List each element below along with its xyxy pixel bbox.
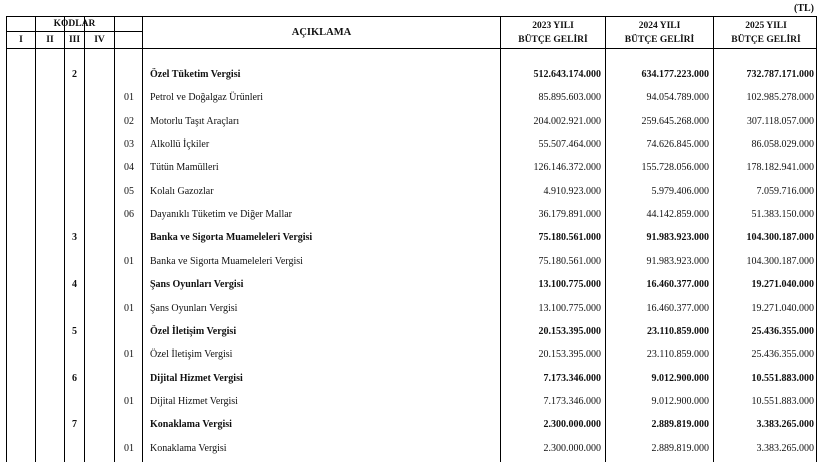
row-code-iv: 05: [124, 186, 134, 197]
row-code-iv: 01: [124, 396, 134, 407]
row-value-2025: 25.436.355.000: [751, 326, 814, 337]
row-code-iv: 06: [124, 209, 134, 220]
row-code-iv: 03: [124, 139, 134, 150]
row-value-2023: 204.002.921.000: [533, 116, 601, 127]
row-description: Dayanıklı Tüketim ve Diğer Mallar: [150, 209, 292, 220]
currency-unit-label: (TL): [794, 3, 814, 14]
row-value-2024: 2.889.819.000: [651, 443, 709, 454]
codes-header: KODLAR: [53, 19, 96, 29]
row-value-2023: 36.179.891.000: [538, 209, 601, 220]
row-description: Petrol ve Doğalgaz Ürünleri: [150, 92, 264, 103]
row-code-iv: 01: [124, 349, 134, 360]
row-value-2023: 7.173.346.000: [543, 396, 601, 407]
row-value-2024: 9.012.900.000: [651, 373, 709, 384]
row-value-2025: 104.300.187.000: [746, 256, 814, 267]
code-col-II: II: [46, 35, 54, 45]
row-description: Dijital Hizmet Vergisi: [150, 396, 238, 407]
row-value-2025: 3.383.265.000: [756, 419, 814, 430]
code-col-III: III: [68, 35, 81, 45]
row-value-2024: 44.142.859.000: [646, 209, 709, 220]
row-value-2024: 91.983.923.000: [646, 256, 709, 267]
row-value-2025: 102.985.278.000: [746, 92, 814, 103]
budget-revenue-table: [6, 16, 817, 462]
row-description: Alkollü İçkiler: [150, 139, 210, 150]
row-value-2025: 19.271.040.000: [751, 279, 814, 290]
row-code-iv: 04: [124, 162, 134, 173]
year-2024-label: BÜTÇE GELİRİ: [624, 35, 695, 45]
row-description: Özel İletişim Vergisi: [150, 326, 237, 337]
row-value-2025: 307.118.057.000: [746, 116, 814, 127]
col-divider: [35, 17, 36, 462]
row-code-iii: 4: [72, 279, 77, 290]
row-value-2023: 75.180.561.000: [538, 256, 601, 267]
row-description: Şans Oyunları Vergisi: [150, 303, 238, 314]
year-2025-label: BÜTÇE GELİRİ: [731, 35, 801, 45]
row-code-iii: 7: [72, 419, 77, 430]
row-value-2025: 51.383.150.000: [751, 209, 814, 220]
row-code-iii: 6: [72, 373, 77, 384]
description-header: AÇIKLAMA: [291, 27, 352, 38]
row-code-iii: 5: [72, 326, 77, 337]
row-value-2024: 9.012.900.000: [651, 396, 709, 407]
row-code-iv: 02: [124, 116, 134, 127]
row-value-2024: 155.728.056.000: [641, 162, 709, 173]
row-value-2025: 178.182.941.000: [746, 162, 814, 173]
row-value-2024: 5.979.406.000: [651, 186, 709, 197]
row-value-2025: 19.271.040.000: [751, 303, 814, 314]
codes-header-divider: [7, 31, 142, 32]
row-description: Dijital Hizmet Vergisi: [150, 373, 243, 384]
row-value-2023: 20.153.395.000: [538, 326, 601, 337]
row-value-2025: 10.551.883.000: [751, 396, 814, 407]
row-description: Konaklama Vergisi: [150, 443, 227, 454]
row-code-iv: 01: [124, 303, 134, 314]
row-value-2023: 4.910.923.000: [543, 186, 601, 197]
row-value-2023: 55.507.464.000: [538, 139, 601, 150]
row-value-2023: 85.895.603.000: [538, 92, 601, 103]
row-description: Tütün Mamülleri: [150, 162, 219, 173]
row-description: Banka ve Sigorta Muameleleri Vergisi: [150, 256, 303, 267]
row-value-2025: 25.436.355.000: [751, 349, 814, 360]
col-divider: [84, 17, 85, 462]
header-bottom-border: [7, 48, 816, 49]
year-2023-label: BÜTÇE GELİRİ: [518, 35, 588, 45]
row-value-2024: 23.110.859.000: [647, 326, 709, 337]
row-value-2024: 16.460.377.000: [646, 279, 709, 290]
row-value-2025: 7.059.716.000: [756, 186, 814, 197]
row-value-2024: 2.889.819.000: [651, 419, 709, 430]
row-code-iv: 01: [124, 443, 134, 454]
row-value-2025: 86.058.029.000: [751, 139, 814, 150]
row-value-2025: 10.551.883.000: [751, 373, 814, 384]
year-2025-header: 2025 YILI: [745, 21, 787, 31]
row-value-2023: 2.300.000.000: [543, 443, 601, 454]
row-value-2023: 2.300.000.000: [543, 419, 601, 430]
row-description: Banka ve Sigorta Muameleleri Vergisi: [150, 232, 313, 243]
row-value-2023: 75.180.561.000: [538, 232, 601, 243]
row-value-2023: 126.146.372.000: [533, 162, 601, 173]
row-value-2024: 259.645.268.000: [641, 116, 709, 127]
row-value-2024: 91.983.923.000: [646, 232, 709, 243]
year-2024-header: 2024 YILI: [638, 21, 681, 31]
row-code-iv: 01: [124, 256, 134, 267]
row-description: Motorlu Taşıt Araçları: [150, 116, 240, 127]
row-value-2025: 104.300.187.000: [746, 232, 814, 243]
row-description: Özel Tüketim Vergisi: [150, 69, 241, 80]
row-value-2024: 74.626.845.000: [646, 139, 709, 150]
row-value-2024: 16.460.377.000: [646, 303, 709, 314]
code-col-I: I: [19, 35, 23, 45]
row-value-2023: 13.100.775.000: [538, 279, 601, 290]
row-description: Konaklama Vergisi: [150, 419, 232, 430]
row-code-iii: 3: [72, 232, 77, 243]
row-value-2024: 94.054.789.000: [646, 92, 709, 103]
row-value-2023: 13.100.775.000: [538, 303, 601, 314]
row-value-2025: 3.383.265.000: [756, 443, 814, 454]
row-value-2023: 20.153.395.000: [538, 349, 601, 360]
row-description: Kolalı Gazozlar: [150, 186, 214, 197]
row-description: Özel İletişim Vergisi: [150, 349, 233, 360]
row-code-iii: 2: [72, 69, 77, 80]
row-value-2023: 512.643.174.000: [533, 69, 601, 80]
code-col-IV: IV: [94, 35, 105, 45]
row-description: Şans Oyunları Vergisi: [150, 279, 244, 290]
row-code-iv: 01: [124, 92, 134, 103]
row-value-2024: 634.177.223.000: [641, 69, 709, 80]
row-value-2024: 23.110.859.000: [646, 349, 709, 360]
year-2023-header: 2023 YILI: [532, 21, 574, 31]
row-value-2023: 7.173.346.000: [543, 373, 601, 384]
row-value-2025: 732.787.171.000: [746, 69, 814, 80]
